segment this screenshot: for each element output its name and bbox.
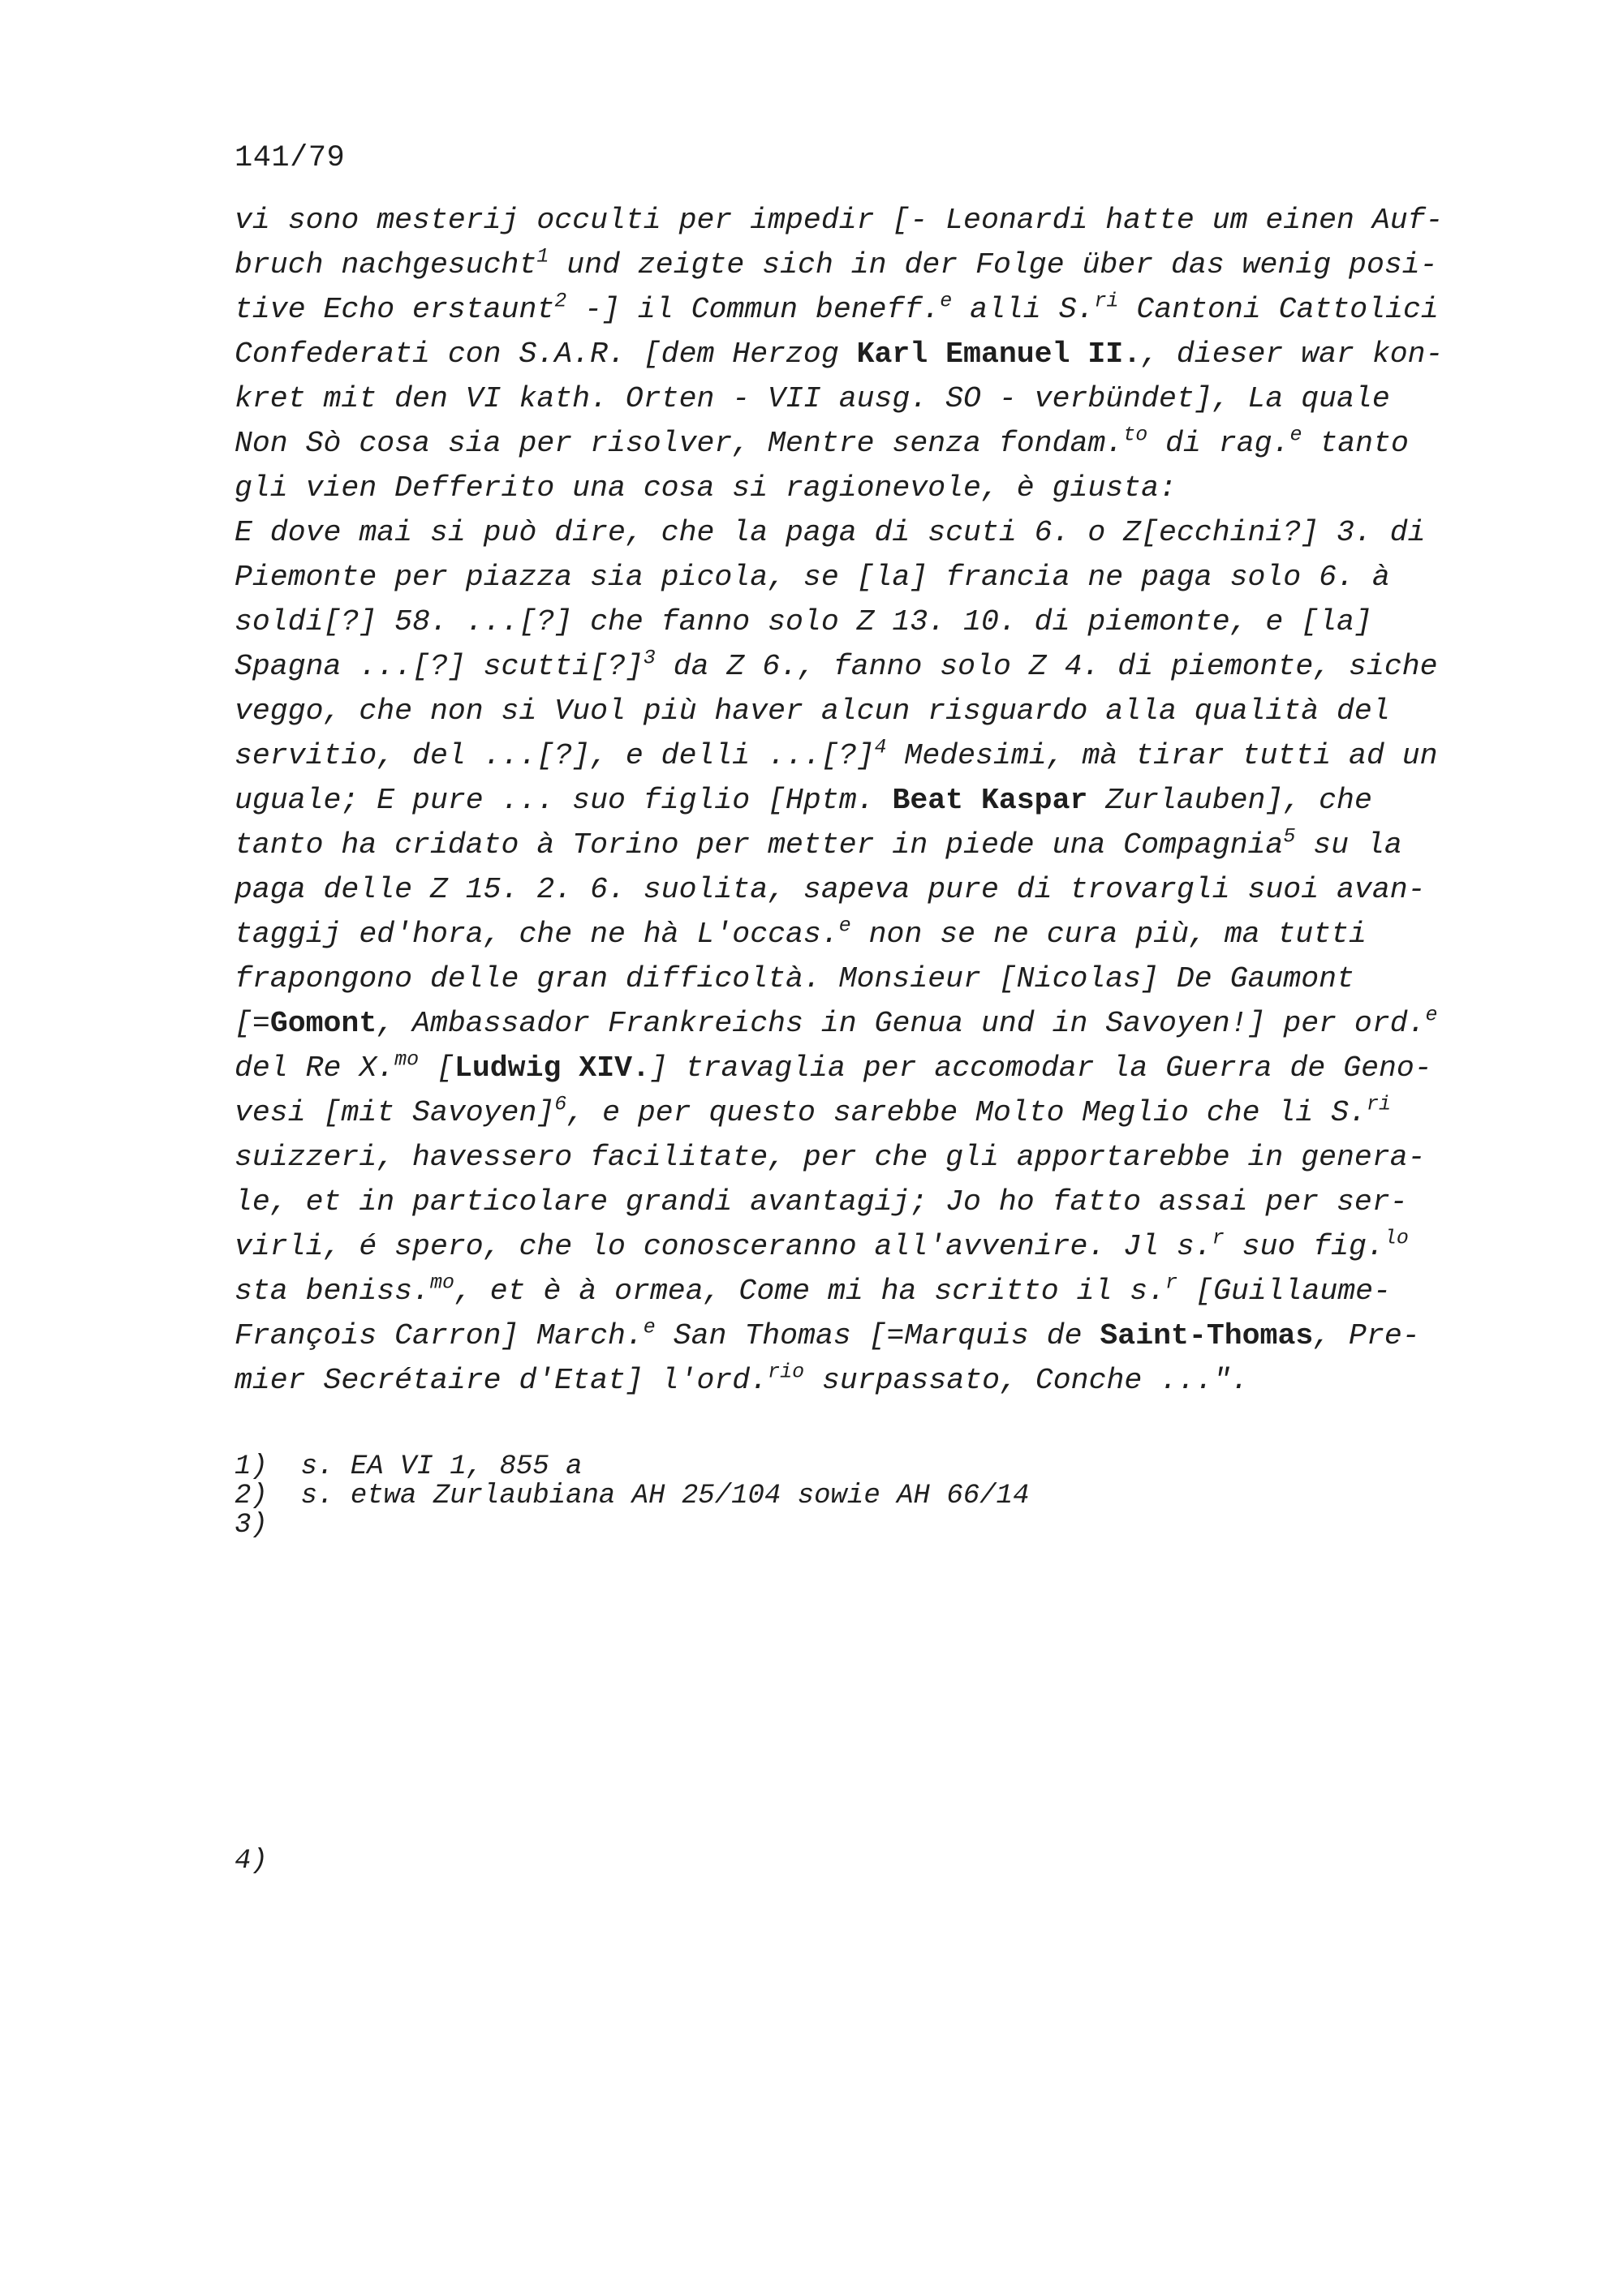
text-line-25: sta beniss.$^{mo}$, et è à ormea, Come mi ha scritto il s.$^r$ [Guillaume-	[235, 1271, 1391, 1308]
text-line-15: tanto ha cridato à Torino per metter in piede una Compagnia$^5$ su la	[235, 824, 1402, 862]
text-line-18: frapongono delle gran difficoltà. Monsieur [Nicolas] De Gaumont	[235, 962, 1354, 995]
text-line-23: le, et in particolare grandi avantagij; Jo ho fatto assai per ser-	[235, 1185, 1408, 1219]
text-line-12: veggo, che non si Vuol più haver alcun risguardo alla qualità del	[235, 694, 1390, 728]
text-line-24: virli, é spero, che lo conosceranno all'avvenire. Jl s.$^r$ suo fig.$^{lo}$	[235, 1226, 1409, 1263]
footnote-1: 1) s. EA VI 1, 855 a	[235, 1451, 583, 1482]
person-name: Gomont	[269, 1007, 377, 1040]
text-line-11: Spagna ...[?] scutti[?]$^3$ da Z 6., fanno solo Z 4. di piemonte, siche	[235, 646, 1438, 683]
text-line-9: Piemonte per piazza sia picola, se [la] francia ne paga solo 6. à	[235, 561, 1390, 594]
text-line-7: gli vien Defferito una cosa si ragionevole, è giusta:	[235, 471, 1177, 505]
text-line-3: tive Echo erstaunt$^2$ -] il Commun beneff.$^e$ alli S.$^{ri}$ Cantoni Cattolici	[235, 289, 1439, 326]
text-line-10: soldi[?] 58. ...[?] che fanno solo Z 13. 10. di piemonte, e [la]	[235, 605, 1372, 638]
person-name: Saint-Thomas	[1100, 1319, 1314, 1352]
text-line-26: François Carron] March.$^e$ San Thomas [=Marquis de Saint-Thomas, Pre-	[235, 1315, 1420, 1352]
footnote-ref-1: 1	[536, 244, 549, 269]
text-line-1: vi sono mesterij occulti per impedir [- Leonardi hatte um einen Auf-	[235, 204, 1444, 237]
text-line-17: taggij ed'hora, che ne hà L'occas.$^e$ non se ne cura più, ma tutti	[235, 914, 1367, 951]
body-text	[235, 198, 1468, 1403]
page-number: 141/79	[235, 141, 346, 175]
footnote-ref-4: 4	[874, 735, 887, 759]
footnote-ref-6: 6	[554, 1092, 567, 1116]
footnote-ref-5: 5	[1283, 824, 1296, 849]
text-line-14: uguale; E pure ... suo figlio [Hptm. Beat Kaspar Zurlauben], che	[235, 784, 1372, 817]
text-line-20: del Re X.$^{mo}$ [Ludwig XIV.] travaglia per accomodar la Guerra de Geno-	[235, 1047, 1432, 1085]
footnotes	[235, 1452, 1029, 1540]
text-line-2: bruch nachgesucht$^1$ und zeigte sich in der Folge über das wenig posi-	[235, 244, 1438, 282]
person-name: Ludwig XIV.	[454, 1051, 650, 1085]
text-line-13: servitio, del ...[?], e delli ...[?]$^4$ Medesimi, mà tirar tutti ad un	[235, 735, 1438, 772]
footnote-ref-2: 2	[554, 289, 567, 313]
text-line-16: paga delle Z 15. 2. 6. suolita, sapeva pure di trovargli suoi avan-	[235, 873, 1426, 906]
text-line-27: mier Secrétaire d'Etat] l'ord.$^{rio}$ surpassato, Conche ...".	[235, 1360, 1249, 1397]
text-line-5: kret mit den VI kath. Orten - VII ausg. SO - verbündet], La quale	[235, 382, 1390, 415]
text-line-6: Non Sò cosa sia per risolver, Mentre senza fondam.$^{to}$ di rag.$^e$ tanto	[235, 423, 1409, 460]
footnote-ref-3: 3	[643, 646, 656, 670]
person-name: Beat Kaspar	[892, 784, 1088, 817]
footnote-4: 4)	[235, 1846, 268, 1877]
person-name: Karl Emanuel II.	[856, 338, 1142, 371]
text-line-22: suizzeri, havessero facilitate, per che gli apportarebbe in genera-	[235, 1141, 1426, 1174]
footnote-2: 2) s. etwa Zurlaubiana AH 25/104 sowie AH 66/14	[235, 1481, 1030, 1511]
text-line-19: [=Gomont, Ambassador Frankreichs in Genua und in Savoyen!] per ord.$^e$	[235, 1003, 1438, 1040]
footnote-3: 3)	[235, 1510, 268, 1541]
text-line-21: vesi [mit Savoyen]$^6$, e per questo sarebbe Molto Meglio che li S.$^{ri}$	[235, 1092, 1391, 1129]
text-line-8: E dove mai si può dire, che la paga di scuti 6. o Z[ecchini?] 3. di	[235, 516, 1426, 549]
text-line-4: Confederati con S.A.R. [dem Herzog Karl Emanuel II., dieser war kon-	[235, 338, 1444, 371]
